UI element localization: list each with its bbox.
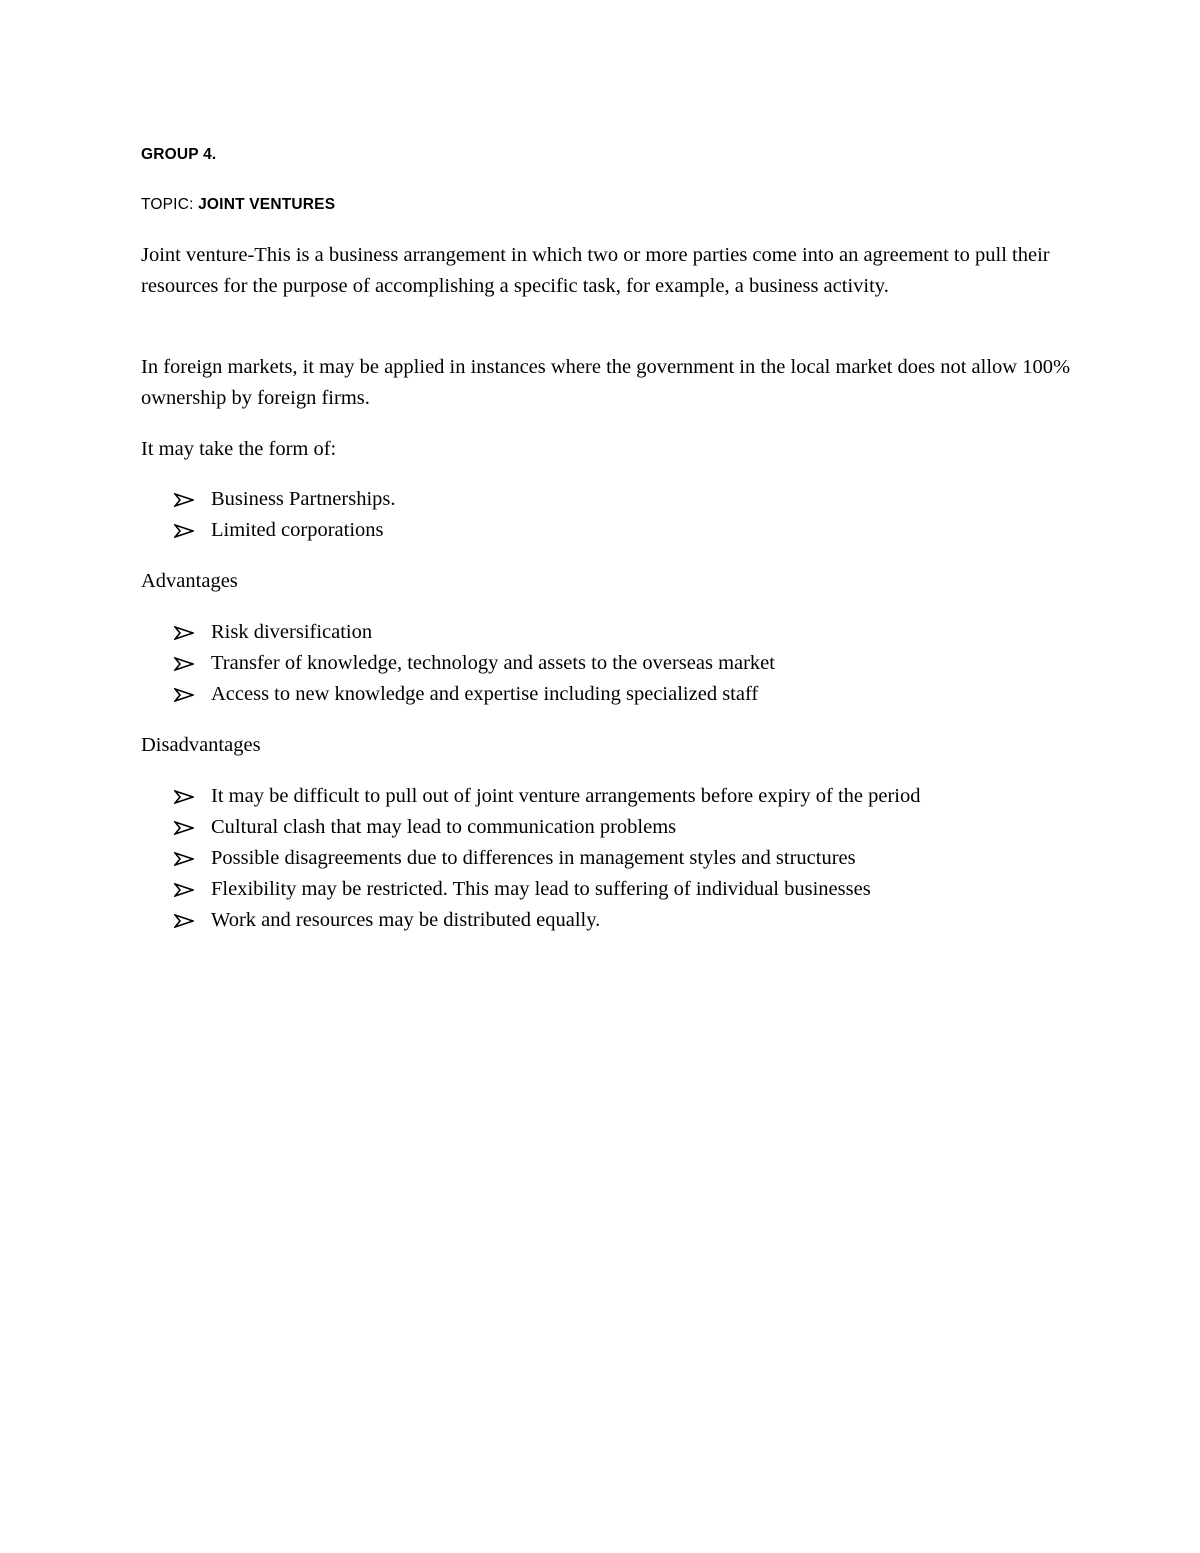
foreign-markets-paragraph: In foreign markets, it may be applied in instances where the government in the local market does not allow 100% ownership by foreign firms.	[141, 356, 1071, 409]
topic-title: JOINT VENTURES	[198, 196, 336, 213]
list-item	[174, 679, 775, 710]
forms-intro: It may take the form of:	[141, 438, 337, 460]
list-item	[174, 484, 396, 515]
arrow-bullet-icon	[174, 852, 194, 866]
forms-list	[174, 484, 396, 546]
arrow-bullet-icon	[174, 524, 194, 538]
list-item-text: Access to new knowledge and expertise including specialized staff	[211, 683, 759, 705]
list-item-text: Flexibility may be restricted. This may lead to suffering of individual businesses	[211, 878, 871, 900]
arrow-bullet-icon	[174, 688, 194, 702]
arrow-bullet-icon	[174, 914, 194, 928]
list-item	[174, 874, 921, 905]
advantages-label: Advantages	[141, 570, 238, 592]
list-item-text: Cultural clash that may lead to communication problems	[211, 816, 677, 838]
list-item	[174, 812, 921, 843]
arrow-bullet-icon	[174, 883, 194, 897]
list-item-text: Work and resources may be distributed equally.	[211, 909, 601, 931]
list-item	[174, 781, 921, 812]
list-item-text: Possible disagreements due to differences in management styles and structures	[211, 847, 856, 869]
definition-paragraph: Joint venture-This is a business arrangement in which two or more parties come into an agreement to pull their resources for the purpose of accomplishing a specific task, for example, a business activity.	[141, 244, 1050, 297]
list-item-text: It may be difficult to pull out of joint venture arrangements before expiry of the period	[211, 785, 921, 807]
list-item	[174, 617, 775, 648]
topic-prefix: TOPIC:	[141, 196, 199, 213]
advantages-list	[174, 617, 775, 710]
topic-heading	[141, 196, 335, 214]
disadvantages-list	[174, 781, 921, 936]
list-item-text: Business Partnerships.	[211, 488, 396, 510]
arrow-bullet-icon	[174, 657, 194, 671]
arrow-bullet-icon	[174, 821, 194, 835]
list-item	[174, 515, 396, 546]
list-item-text: Limited corporations	[211, 519, 384, 541]
arrow-bullet-icon	[174, 626, 194, 640]
list-item	[174, 648, 775, 679]
arrow-bullet-icon	[174, 493, 194, 507]
group-heading: GROUP 4.	[141, 146, 217, 163]
list-item	[174, 905, 921, 936]
arrow-bullet-icon	[174, 790, 194, 804]
disadvantages-label: Disadvantages	[141, 734, 261, 756]
list-item	[174, 843, 921, 874]
list-item-text: Risk diversification	[211, 621, 373, 643]
list-item-text: Transfer of knowledge, technology and assets to the overseas market	[211, 652, 775, 674]
